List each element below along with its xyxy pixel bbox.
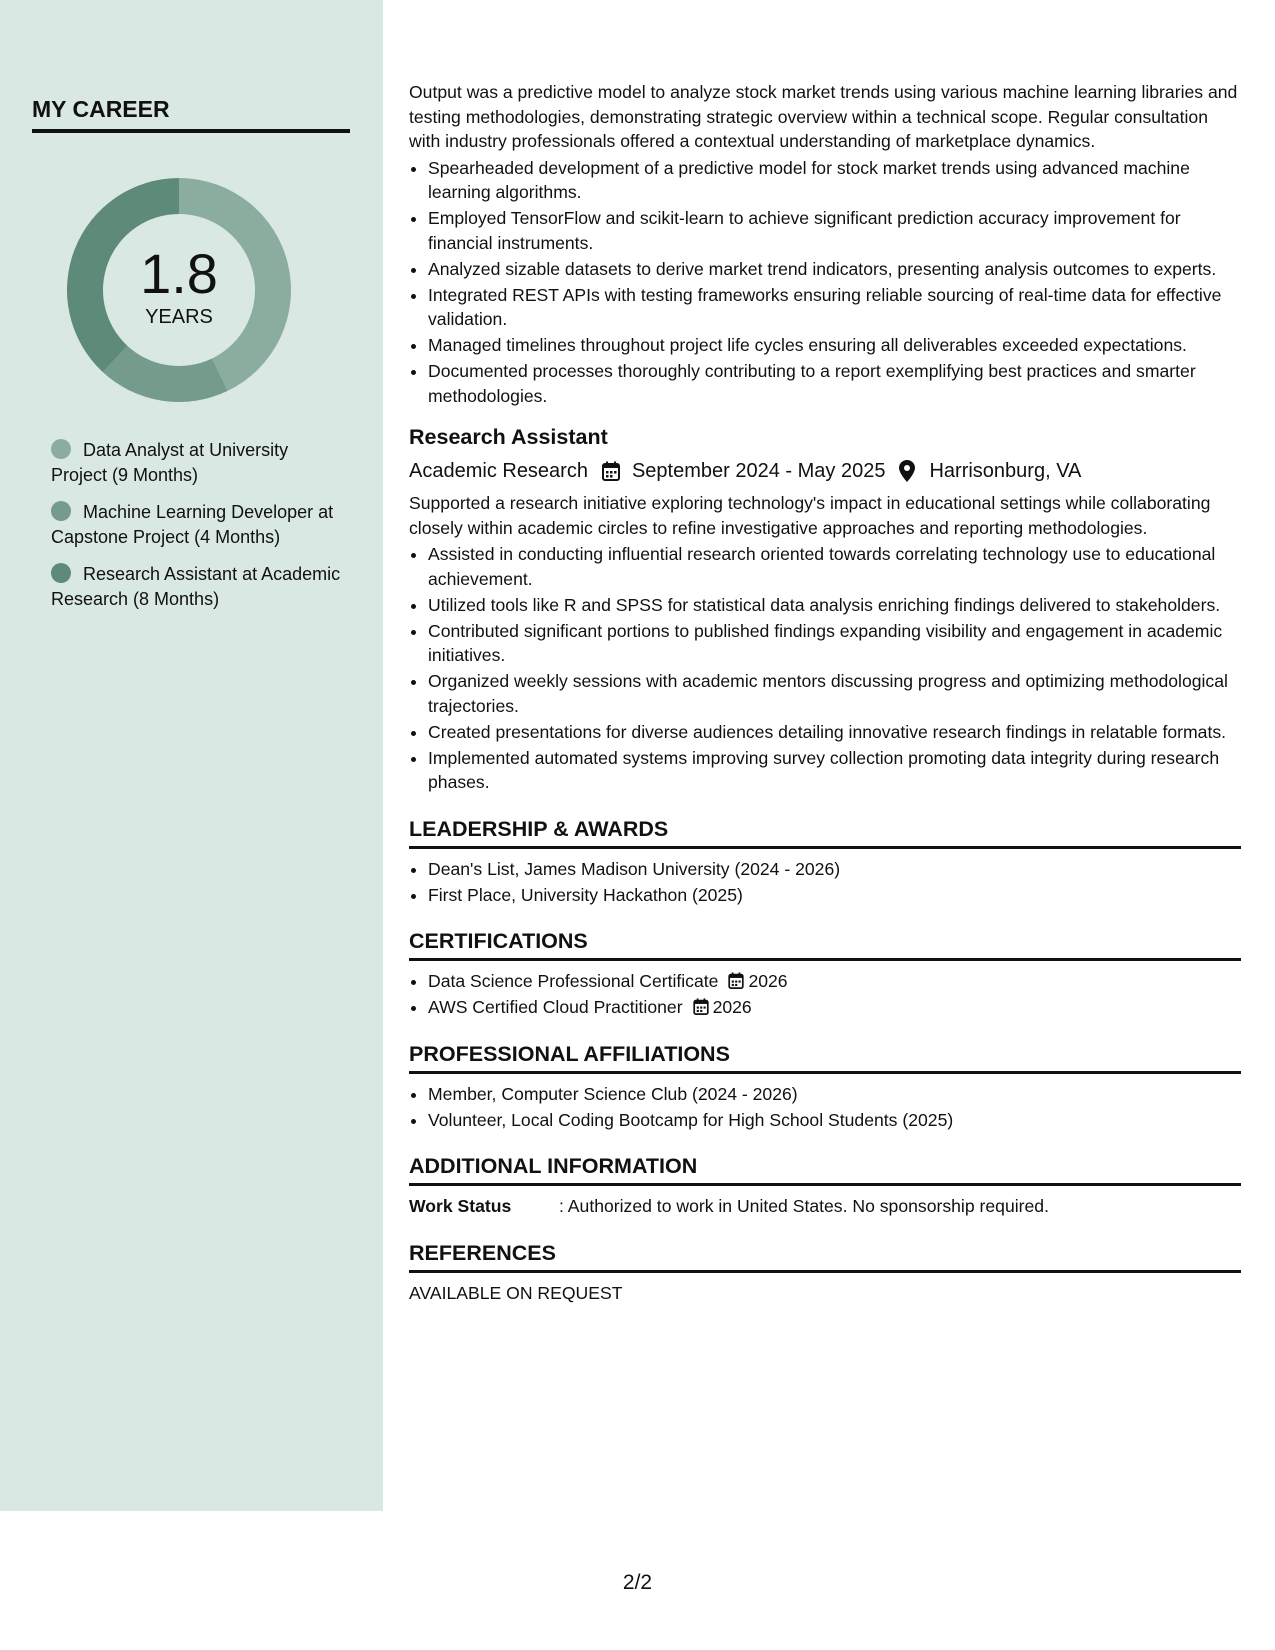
affiliation-item: • Volunteer, Local Coding Bootcamp for High School Students (2025) <box>428 1108 1241 1133</box>
map-pin-icon <box>899 460 919 482</box>
bullet-item: • Implemented automated systems improving survey collection promoting data integrity during research phases. <box>428 746 1241 795</box>
legend-dot <box>51 439 71 459</box>
job-meta <box>409 457 1241 485</box>
certification-item <box>428 995 1241 1020</box>
work-status-value: : Authorized to work in United States. No sponsorship required. <box>559 1196 1049 1216</box>
job-bullets <box>409 156 1241 409</box>
bullet-item: • Spearheaded development of a predictive model for stock market trends using advanced machine learning algorithms. <box>428 156 1241 205</box>
affiliation-item: • Member, Computer Science Club (2024 - 2026) <box>428 1082 1241 1107</box>
certifications-heading: CERTIFICATIONS <box>409 927 1241 961</box>
references-heading: REFERENCES <box>409 1239 1241 1273</box>
certification-year: 2026 <box>748 971 788 991</box>
calendar-icon <box>728 971 744 988</box>
job-summary: Output was a predictive model to analyze stock market trends using various machine learning libraries and testing methodologies, demonstrating strategic overview within a technical scope. Regular consultation with industry professionals offered a contextual understanding of marketplace dynamics. <box>409 82 1238 151</box>
leadership-item: • Dean's List, James Madison University (2024 - 2026) <box>428 857 1241 882</box>
bullet-item: • Created presentations for diverse audiences detailing innovative research findings in relatable formats. <box>428 720 1241 745</box>
certification-item <box>428 969 1241 994</box>
legend-label: Data Analyst at University Project (9 Months) <box>51 440 289 485</box>
donut-segment <box>103 346 228 402</box>
affiliations-heading: PROFESSIONAL AFFILIATIONS <box>409 1040 1241 1074</box>
legend-item <box>51 438 341 488</box>
bullet-item: • Assisted in conducting influential research oriented towards correlating technology use to educational achievement. <box>428 542 1241 591</box>
leadership-item: • First Place, University Hackathon (2025) <box>428 883 1241 908</box>
job-bullets <box>409 542 1241 795</box>
bullet-item: • Organized weekly sessions with academic mentors discussing progress and optimizing methodological trajectories. <box>428 669 1241 718</box>
job-summary: Supported a research initiative exploring technology's impact in educational settings while collaborating closely within academic circles to refine investigative approaches and reporting methodologies. <box>409 493 1211 538</box>
job-title: Research Assistant <box>409 425 608 449</box>
career-years-unit: YEARS <box>145 306 213 328</box>
certification-year: 2026 <box>712 997 752 1017</box>
bullet-item: • Employed TensorFlow and scikit-learn to achieve significant prediction accuracy improvement for financial instruments. <box>428 206 1241 255</box>
career-legend <box>51 438 341 624</box>
leadership-list <box>409 857 1241 908</box>
career-years-value: 1.8 <box>140 242 218 305</box>
references-text: AVAILABLE ON REQUEST <box>409 1282 623 1303</box>
legend-item <box>51 562 341 612</box>
bullet-item: • Contributed significant portions to published findings expanding visibility and engagement in academic initiatives. <box>428 619 1241 668</box>
calendar-icon <box>693 997 709 1014</box>
certifications-list <box>409 969 1241 1020</box>
work-status-label: Work Status <box>409 1196 512 1216</box>
work-status-row <box>409 1194 1241 1219</box>
page-number: 2/2 <box>622 1571 653 1594</box>
sidebar <box>0 0 383 1511</box>
legend-label: Machine Learning Developer at Capstone Project (4 Months) <box>51 502 334 547</box>
certification-name: Data Science Professional Certificate <box>428 971 719 991</box>
career-heading: MY CAREER <box>32 96 350 133</box>
bullet-item: • Integrated REST APIs with testing frameworks ensuring reliable sourcing of real-time data for effective validation. <box>428 283 1241 332</box>
certification-name: AWS Certified Cloud Practitioner <box>428 997 683 1017</box>
legend-item <box>51 500 341 550</box>
bullet-item: • Managed timelines throughout project life cycles ensuring all deliverables exceeded expectations. <box>428 333 1241 358</box>
bullet-item: • Utilized tools like R and SPSS for statistical data analysis enriching findings delivered to stakeholders. <box>428 593 1241 618</box>
company-name: Academic Research <box>409 460 588 482</box>
main-content <box>409 80 1241 1305</box>
calendar-icon <box>602 460 622 482</box>
bullet-item: • Documented processes thoroughly contributing to a report exemplifying best practices and smarter methodologies. <box>428 359 1241 408</box>
bullet-item: • Analyzed sizable datasets to derive market trend indicators, presenting analysis outcomes to experts. <box>428 257 1241 282</box>
legend-dot <box>51 501 71 521</box>
job-dates: September 2024 - May 2025 <box>631 460 886 482</box>
affiliations-list <box>409 1082 1241 1133</box>
legend-label: Research Assistant at Academic Research (8 Months) <box>51 564 341 609</box>
career-donut-chart <box>67 178 291 402</box>
leadership-heading: LEADERSHIP & AWARDS <box>409 815 1241 849</box>
legend-dot <box>51 563 71 583</box>
job-location: Harrisonburg, VA <box>929 460 1082 482</box>
additional-info-heading: ADDITIONAL INFORMATION <box>409 1152 1241 1186</box>
